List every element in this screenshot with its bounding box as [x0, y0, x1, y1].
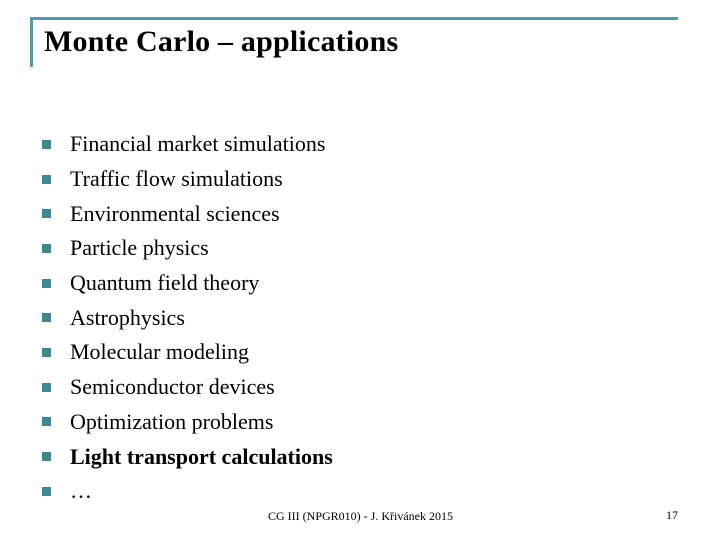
slide-footer: CG III (NPGR010) - J. Křivánek 2015	[268, 509, 453, 523]
square-bullet-icon	[42, 209, 51, 218]
bullet-item	[40, 474, 333, 509]
bullet-item	[40, 300, 333, 335]
bullet-item	[40, 439, 333, 474]
bullet-text: Particle physics	[70, 235, 209, 261]
square-bullet-icon	[42, 417, 51, 426]
bullet-item	[40, 335, 333, 370]
bullet-text: Semiconductor devices	[70, 374, 275, 400]
bullet-text: Molecular modeling	[70, 339, 250, 365]
square-bullet-icon	[42, 244, 51, 253]
bullet-text: …	[70, 478, 92, 504]
square-bullet-icon	[42, 140, 51, 149]
bullet-list	[40, 127, 333, 509]
bullet-item	[40, 162, 333, 197]
bullet-item	[40, 231, 333, 266]
square-bullet-icon	[42, 383, 51, 392]
bullet-item	[40, 196, 333, 231]
bullet-text: Optimization problems	[70, 408, 274, 434]
bullet-item	[40, 370, 333, 405]
bullet-text: Astrophysics	[70, 304, 185, 330]
bullet-item	[40, 127, 333, 162]
square-bullet-icon	[42, 175, 51, 184]
bullet-item	[40, 266, 333, 301]
square-bullet-icon	[42, 487, 51, 496]
bullet-text-highlighted: Light transport calculations	[70, 443, 333, 469]
bullet-item	[40, 405, 333, 440]
bullet-text: Environmental sciences	[70, 200, 280, 226]
square-bullet-icon	[42, 279, 51, 288]
square-bullet-icon	[42, 348, 51, 357]
bullet-text: Financial market simulations	[70, 131, 326, 157]
page-number: 17	[666, 508, 678, 522]
bullet-text: Traffic flow simulations	[70, 166, 283, 192]
square-bullet-icon	[42, 452, 51, 461]
slide-title: Monte Carlo – applications	[44, 25, 399, 58]
square-bullet-icon	[42, 313, 51, 322]
bullet-text: Quantum field theory	[70, 270, 260, 296]
